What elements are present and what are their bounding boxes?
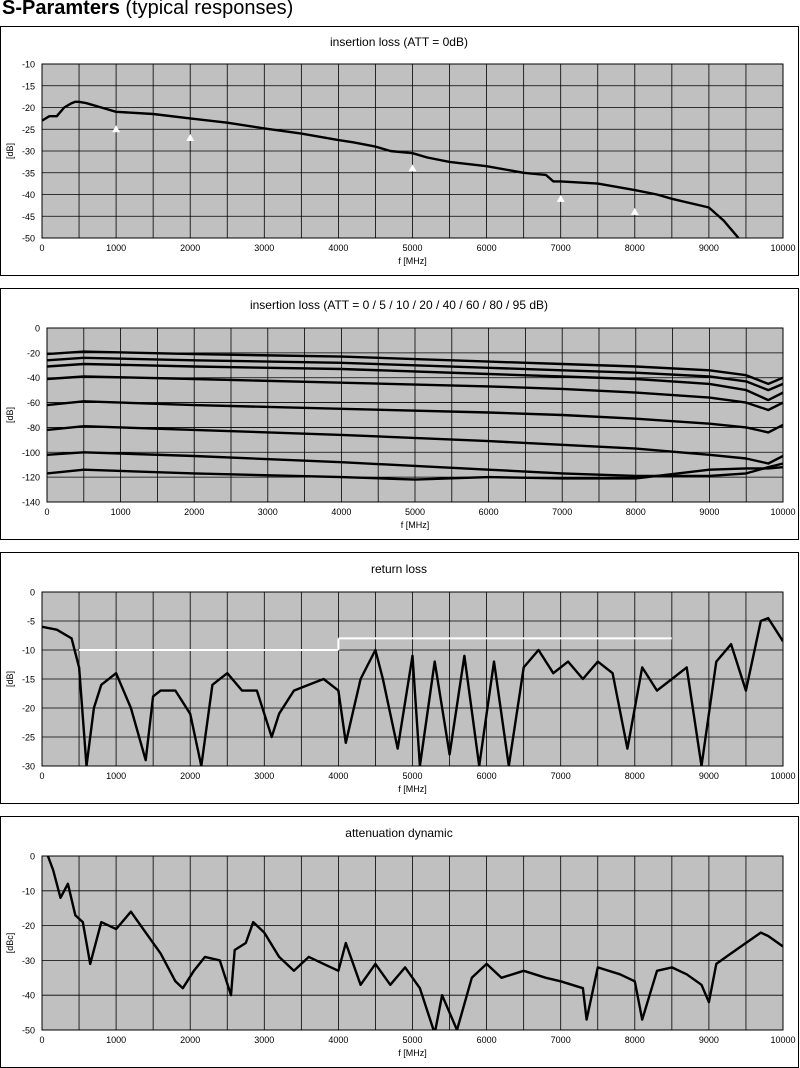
y-tick-label: -10 xyxy=(21,59,35,70)
x-tick-label: 2000 xyxy=(184,507,205,517)
y-tick-label: -10 xyxy=(21,645,35,656)
y-tick-label: -10 xyxy=(21,886,35,897)
y-tick-label: -5 xyxy=(26,616,35,627)
x-tick-label: 8000 xyxy=(624,1035,645,1045)
y-tick-label: -20 xyxy=(21,103,35,113)
attenuation-dynamic-panel xyxy=(0,816,799,1068)
x-tick-label: 1000 xyxy=(110,507,131,517)
chart-title: insertion loss (ATT = 0dB) xyxy=(330,35,468,49)
y-tick-label: -15 xyxy=(21,81,35,92)
x-tick-label: 6000 xyxy=(476,771,497,781)
x-tick-label: 0 xyxy=(39,771,45,781)
x-tick-label: 1000 xyxy=(106,1035,127,1045)
x-axis-label: f [MHz] xyxy=(398,1048,427,1058)
x-tick-label: 5000 xyxy=(402,243,423,253)
x-tick-label: 7000 xyxy=(550,243,571,253)
y-tick-label: 0 xyxy=(29,851,35,862)
page-title-bold: S-Paramters xyxy=(2,0,120,19)
y-tick-label: -30 xyxy=(21,761,35,772)
y-tick-label: -60 xyxy=(26,398,40,409)
x-tick-label: 0 xyxy=(39,243,45,253)
y-tick-label: -50 xyxy=(21,1025,35,1036)
x-tick-label: 7000 xyxy=(550,771,571,781)
y-tick-label: -25 xyxy=(21,732,35,743)
x-tick-label: 9000 xyxy=(699,507,720,517)
x-tick-label: 10000 xyxy=(770,1035,796,1045)
y-axis-label: [dB] xyxy=(5,670,15,688)
y-tick-label: -45 xyxy=(21,211,35,222)
chart-title: attenuation dynamic xyxy=(345,826,453,840)
chart-title: return loss xyxy=(370,562,428,576)
x-tick-label: 10000 xyxy=(770,243,796,253)
y-tick-label: -35 xyxy=(21,168,35,179)
x-tick-label: 6000 xyxy=(476,243,497,253)
y-tick-label: -20 xyxy=(21,921,35,932)
x-tick-label: 3000 xyxy=(254,771,275,781)
x-tick-label: 0 xyxy=(39,1035,45,1045)
y-tick-label: -80 xyxy=(26,422,40,433)
x-axis-label: f [MHz] xyxy=(398,784,427,794)
x-tick-label: 3000 xyxy=(254,243,275,253)
x-tick-label: 5000 xyxy=(402,771,423,781)
x-tick-label: 6000 xyxy=(476,1035,497,1045)
y-tick-label: -50 xyxy=(21,233,35,244)
x-tick-label: 9000 xyxy=(698,771,719,781)
y-axis-label: [dB] xyxy=(5,406,15,424)
attenuation-dynamic-chart xyxy=(1,817,798,1067)
y-tick-label: -40 xyxy=(21,990,35,1001)
y-tick-label: -140 xyxy=(21,497,40,508)
x-tick-label: 4000 xyxy=(331,507,352,517)
y-tick-label: -20 xyxy=(21,703,35,714)
x-tick-label: 5000 xyxy=(404,507,426,517)
x-tick-label: 8000 xyxy=(624,771,645,781)
y-tick-label: 0 xyxy=(34,323,40,334)
x-tick-label: 10000 xyxy=(770,507,796,517)
y-tick-label: 0 xyxy=(29,587,35,598)
x-tick-label: 8000 xyxy=(625,507,646,517)
x-axis-label: f [MHz] xyxy=(398,256,427,266)
y-tick-label: -20 xyxy=(26,348,40,359)
x-tick-label: 9000 xyxy=(698,243,719,253)
y-tick-label: -40 xyxy=(26,373,40,384)
y-tick-label: -30 xyxy=(21,146,35,157)
x-tick-label: 7000 xyxy=(550,1035,571,1045)
x-tick-label: 7000 xyxy=(552,507,573,517)
y-axis-label: [dB] xyxy=(5,142,15,160)
x-tick-label: 6000 xyxy=(478,507,499,517)
x-tick-label: 2000 xyxy=(180,771,201,781)
x-tick-label: 3000 xyxy=(257,507,278,517)
insertion-loss-multi-att-panel xyxy=(0,288,799,540)
y-axis-label: [dBc] xyxy=(5,932,15,954)
insertion-loss-att0-panel xyxy=(0,26,799,276)
x-tick-label: 1000 xyxy=(106,771,127,781)
x-tick-label: 4000 xyxy=(328,1035,349,1045)
x-tick-label: 4000 xyxy=(328,243,349,253)
y-tick-label: -25 xyxy=(21,124,35,135)
x-tick-label: 3000 xyxy=(254,1035,275,1045)
x-axis-label: f [MHz] xyxy=(400,520,430,530)
x-tick-label: 9000 xyxy=(698,1035,719,1045)
return-loss-chart xyxy=(1,553,798,803)
x-tick-label: 10000 xyxy=(770,771,796,781)
page-title xyxy=(2,0,293,20)
y-tick-label: -40 xyxy=(21,190,35,200)
y-tick-label: -30 xyxy=(21,955,35,966)
insertion-loss-att0-chart xyxy=(1,27,798,275)
return-loss-panel xyxy=(0,552,799,804)
chart-title: insertion loss (ATT = 0 / 5 / 10 / 20 / 40 / 60 / 80 / 95 dB) xyxy=(249,298,549,312)
x-tick-label: 0 xyxy=(44,507,50,517)
y-tick-label: -15 xyxy=(21,674,35,685)
x-tick-label: 5000 xyxy=(402,1035,423,1045)
x-tick-label: 2000 xyxy=(180,1035,201,1045)
x-tick-label: 1000 xyxy=(106,243,127,253)
y-tick-label: -120 xyxy=(21,472,40,483)
x-tick-label: 8000 xyxy=(624,243,645,253)
x-tick-label: 2000 xyxy=(180,243,201,253)
x-tick-label: 4000 xyxy=(328,771,349,781)
page-title-rest: (typical responses) xyxy=(119,0,294,19)
insertion-loss-multi-att-chart xyxy=(1,289,798,539)
y-tick-label: -100 xyxy=(21,447,40,458)
